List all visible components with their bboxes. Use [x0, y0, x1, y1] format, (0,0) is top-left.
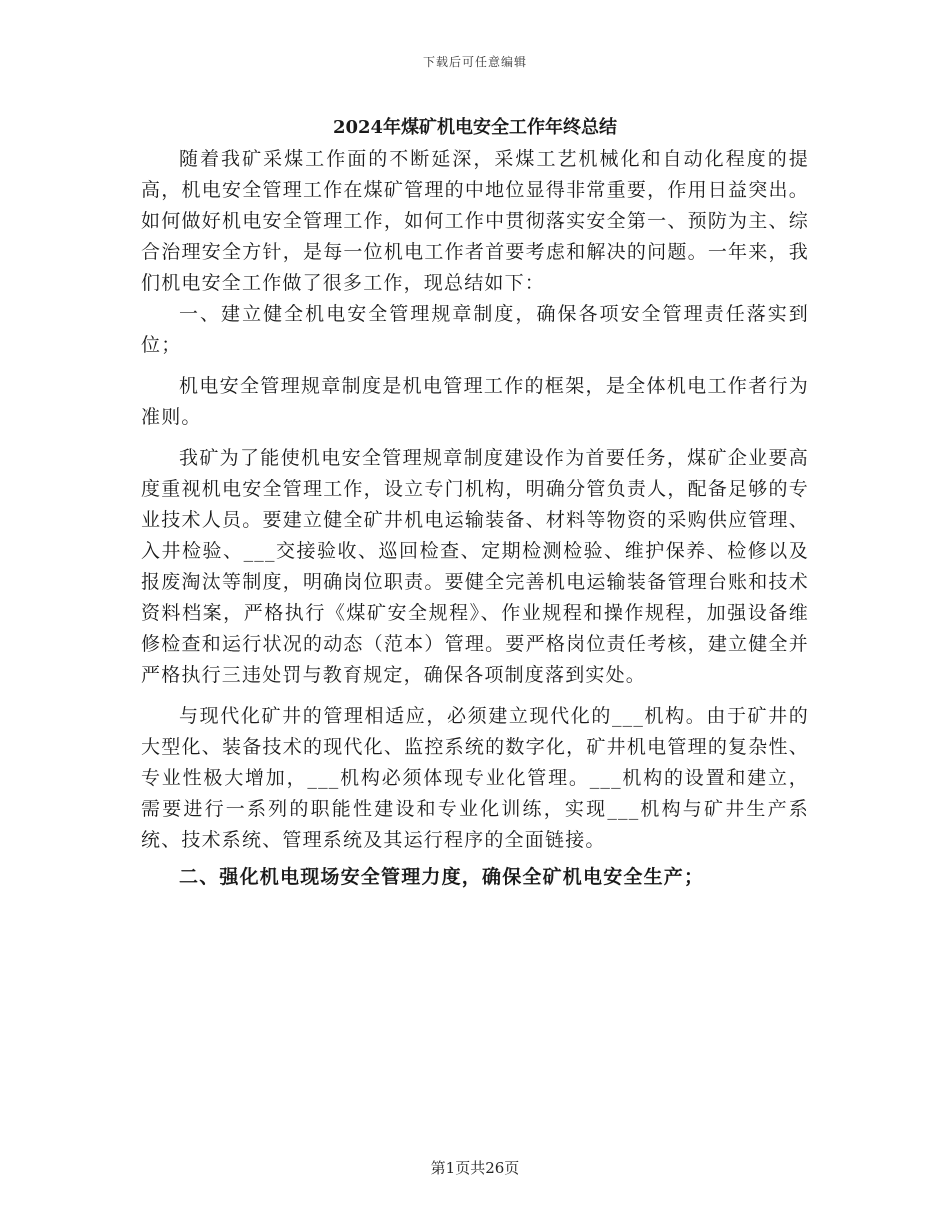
paragraph-rules-detail: 我矿为了能使机电安全管理规章制度建设作为首要任务，煤矿企业要高度重视机电安全管理工作，设立专门机构，明确分管负责人，配备足够的专业技术人员。要建立健全矿井机电运输装备、材料等物资的采购供应管理、入井检验、___交接验收、巡回检查、定期检测检验、维护保养、检修以及报废淘汰等制度，明确岗位职责。要健全完善机电运输装备管理台账和技术资料档案，严格执行《煤矿安全规程》、作业规程和操作规程，加强设备维修检查和运行状况的动态（范本）管理。要严格岗位责任考核，建立健全并严格执行三违处罚与教育规定，确保各项制度落到实处。	[141, 447, 809, 686]
document-body	[141, 112, 809, 893]
document-title: 2024年煤矿机电安全工作年终总结	[332, 117, 618, 138]
paragraph-modern-organization: 与现代化矿井的管理相适应，必须建立现代化的___机构。由于矿井的大型化、装备技术的现代化、监控系统的数字化，矿井机电管理的复杂性、专业性极大增加，___机构必须体现专业化管理。___机构的设置和建立，需要进行一系列的职能性建设和专业化训练，实现___机构与矿井生产系统、技术系统、管理系统及其运行程序的全面链接。	[141, 705, 809, 851]
page-footer: 第1页共26页	[430, 1159, 520, 1177]
paragraph-section-one-heading: 一、建立健全机电安全管理规章制度，确保各项安全管理责任落实到位；	[141, 303, 809, 356]
section-two-heading: 二、强化机电现场安全管理力度，确保全矿机电安全生产；	[179, 866, 705, 888]
header-note: 下载后可任意编辑	[422, 55, 527, 69]
paragraph-intro: 随着我矿采煤工作面的不断延深，采煤工艺机械化和自动化程度的提高，机电安全管理工作在煤矿管理的中地位显得非常重要，作用日益突出。如何做好机电安全管理工作，如何工作中贯彻落实安全第一、预防为主、综合治理安全方针，是每一位机电工作者首要考虑和解决的问题。一年来，我们机电安全工作做了很多工作，现总结如下：	[141, 148, 809, 294]
paragraph-rules-framework: 机电安全管理规章制度是机电管理工作的框架，是全体机电工作者行为准则。	[141, 375, 809, 428]
